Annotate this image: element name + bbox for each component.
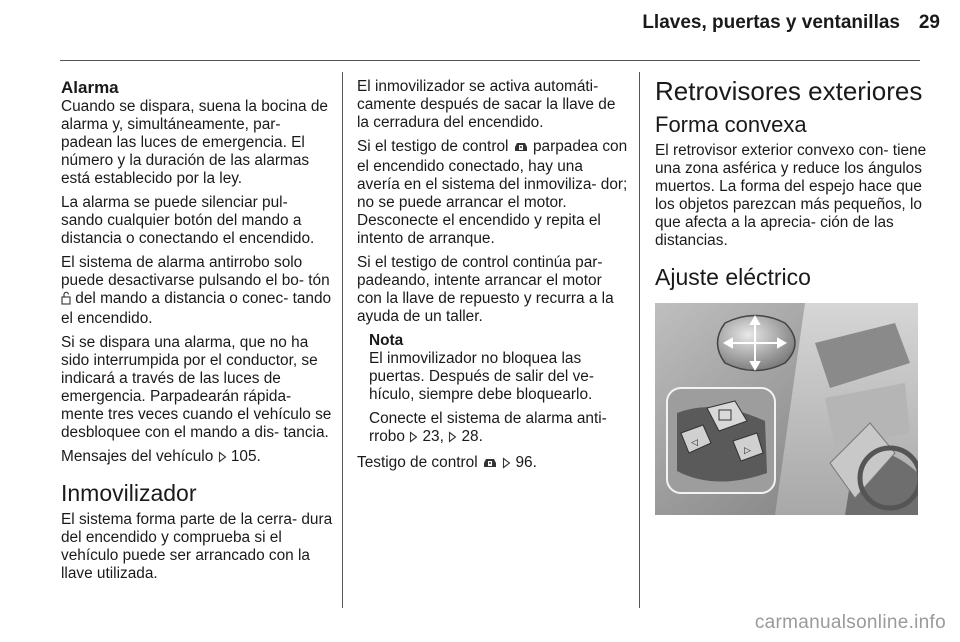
inmov-paragraph-3: [357, 138, 629, 248]
watermark: carmanualsonline.info: [754, 612, 946, 633]
note-ref-1[interactable]: 23,: [422, 428, 444, 445]
svg-text:▷: ▷: [744, 446, 751, 456]
immobilizer-warning-icon: [513, 140, 529, 158]
forma-convexa-heading: Forma convexa: [655, 112, 807, 137]
mensajes-ref[interactable]: 105.: [230, 448, 261, 465]
unlock-icon: [61, 291, 71, 310]
alarma-paragraph-5: [61, 448, 333, 468]
alarma-paragraph-1: Cuando se dispara, suena la bocina de alarma y, simultáneamente, par- padean las luces de emergencia. El número y la duración de las alarmas está establecido por la ley.: [61, 98, 328, 187]
column-divider-1: [342, 72, 343, 608]
note-box: [369, 332, 629, 448]
alarma-p3-after: del mando a distancia o conec- tando el encendido.: [61, 290, 332, 327]
mensajes-text: Mensajes del vehículo: [61, 448, 214, 465]
inmov-p3-after: parpadea con el encendido conectado, hay una avería en el sistema del inmoviliza- dor; no se puede arrancar el motor. Desconecte el encendido y repita el intento de arranque.: [357, 138, 628, 247]
column-divider-2: [639, 72, 640, 608]
header-rule: [60, 60, 920, 61]
alarma-p3-before: El sistema de alarma antirrobo solo puede desactivarse pulsando el bo- tón: [61, 254, 330, 289]
page-ref-icon: [502, 456, 511, 474]
alarma-paragraph-4: Si se dispara una alarma, que no ha sido interrumpida por el conductor, se indicará a través de las luces de emergencia. Parpadearán rápida- mente tres veces cuando el vehículo se desbloquee con el mando a dis- tancia.: [61, 334, 332, 441]
column-1: [61, 78, 333, 589]
page-ref-icon: [448, 430, 457, 448]
column-3: [655, 78, 927, 515]
page-number: 29: [918, 12, 940, 33]
page-ref-icon: [218, 450, 227, 468]
note-label: Nota: [369, 332, 404, 349]
inmov-p3-before: Si el testigo de control: [357, 138, 509, 155]
retrovisores-title: Retrovisores exteriores: [655, 76, 923, 106]
alarma-heading: Alarma: [61, 78, 119, 97]
testigo-text: Testigo de control: [357, 454, 478, 471]
alarma-paragraph-2: La alarma se puede silenciar pul- sando cualquier botón del mando a distancia o conectando el encendido.: [61, 194, 315, 247]
ajuste-electrico-heading: Ajuste eléctrico: [655, 264, 811, 290]
immobilizer-warning-icon: [482, 456, 498, 474]
inmovilizador-heading: Inmovilizador: [61, 480, 197, 506]
note-ref-2[interactable]: 28.: [461, 428, 483, 445]
inmovilizador-paragraph-1: El sistema forma parte de la cerra- dura del encendido y comprueba si el vehículo puede ser arrancado con la llave utilizada.: [61, 511, 333, 582]
note-p2-before: Conecte el sistema de alarma anti- rrobo: [369, 410, 607, 445]
note-paragraph-1: El inmovilizador no bloquea las puertas. Después de salir del ve- hículo, siempre debe bloquearlo.: [369, 350, 594, 403]
inmov-paragraph-4: Si el testigo de control continúa par- padeando, intente arrancar el motor con la llave de repuesto y recurra a la ayuda de un taller.: [357, 254, 614, 325]
svg-text:◁: ◁: [691, 438, 698, 448]
testigo-ref[interactable]: 96.: [515, 454, 537, 471]
page-ref-icon: [409, 430, 418, 448]
inmov-paragraph-2: El inmovilizador se activa automáti- camente después de sacar la llave de la cerradura del encendido.: [357, 78, 616, 131]
note-paragraph-2: [369, 410, 629, 448]
column-2: [357, 78, 629, 480]
alarma-paragraph-3: [61, 254, 333, 328]
testigo-paragraph: [357, 454, 629, 474]
header-title: Llaves, puertas y ventanillas: [642, 12, 900, 33]
mirror-control-illustration: [655, 303, 918, 515]
forma-convexa-paragraph: El retrovisor exterior convexo con- tiene una zona asférica y reduce los ángulos muertos. La forma del espejo hace que los objetos parezcan más pequeños, lo que afecta a la aprecia- ción de las distancias.: [655, 142, 927, 249]
